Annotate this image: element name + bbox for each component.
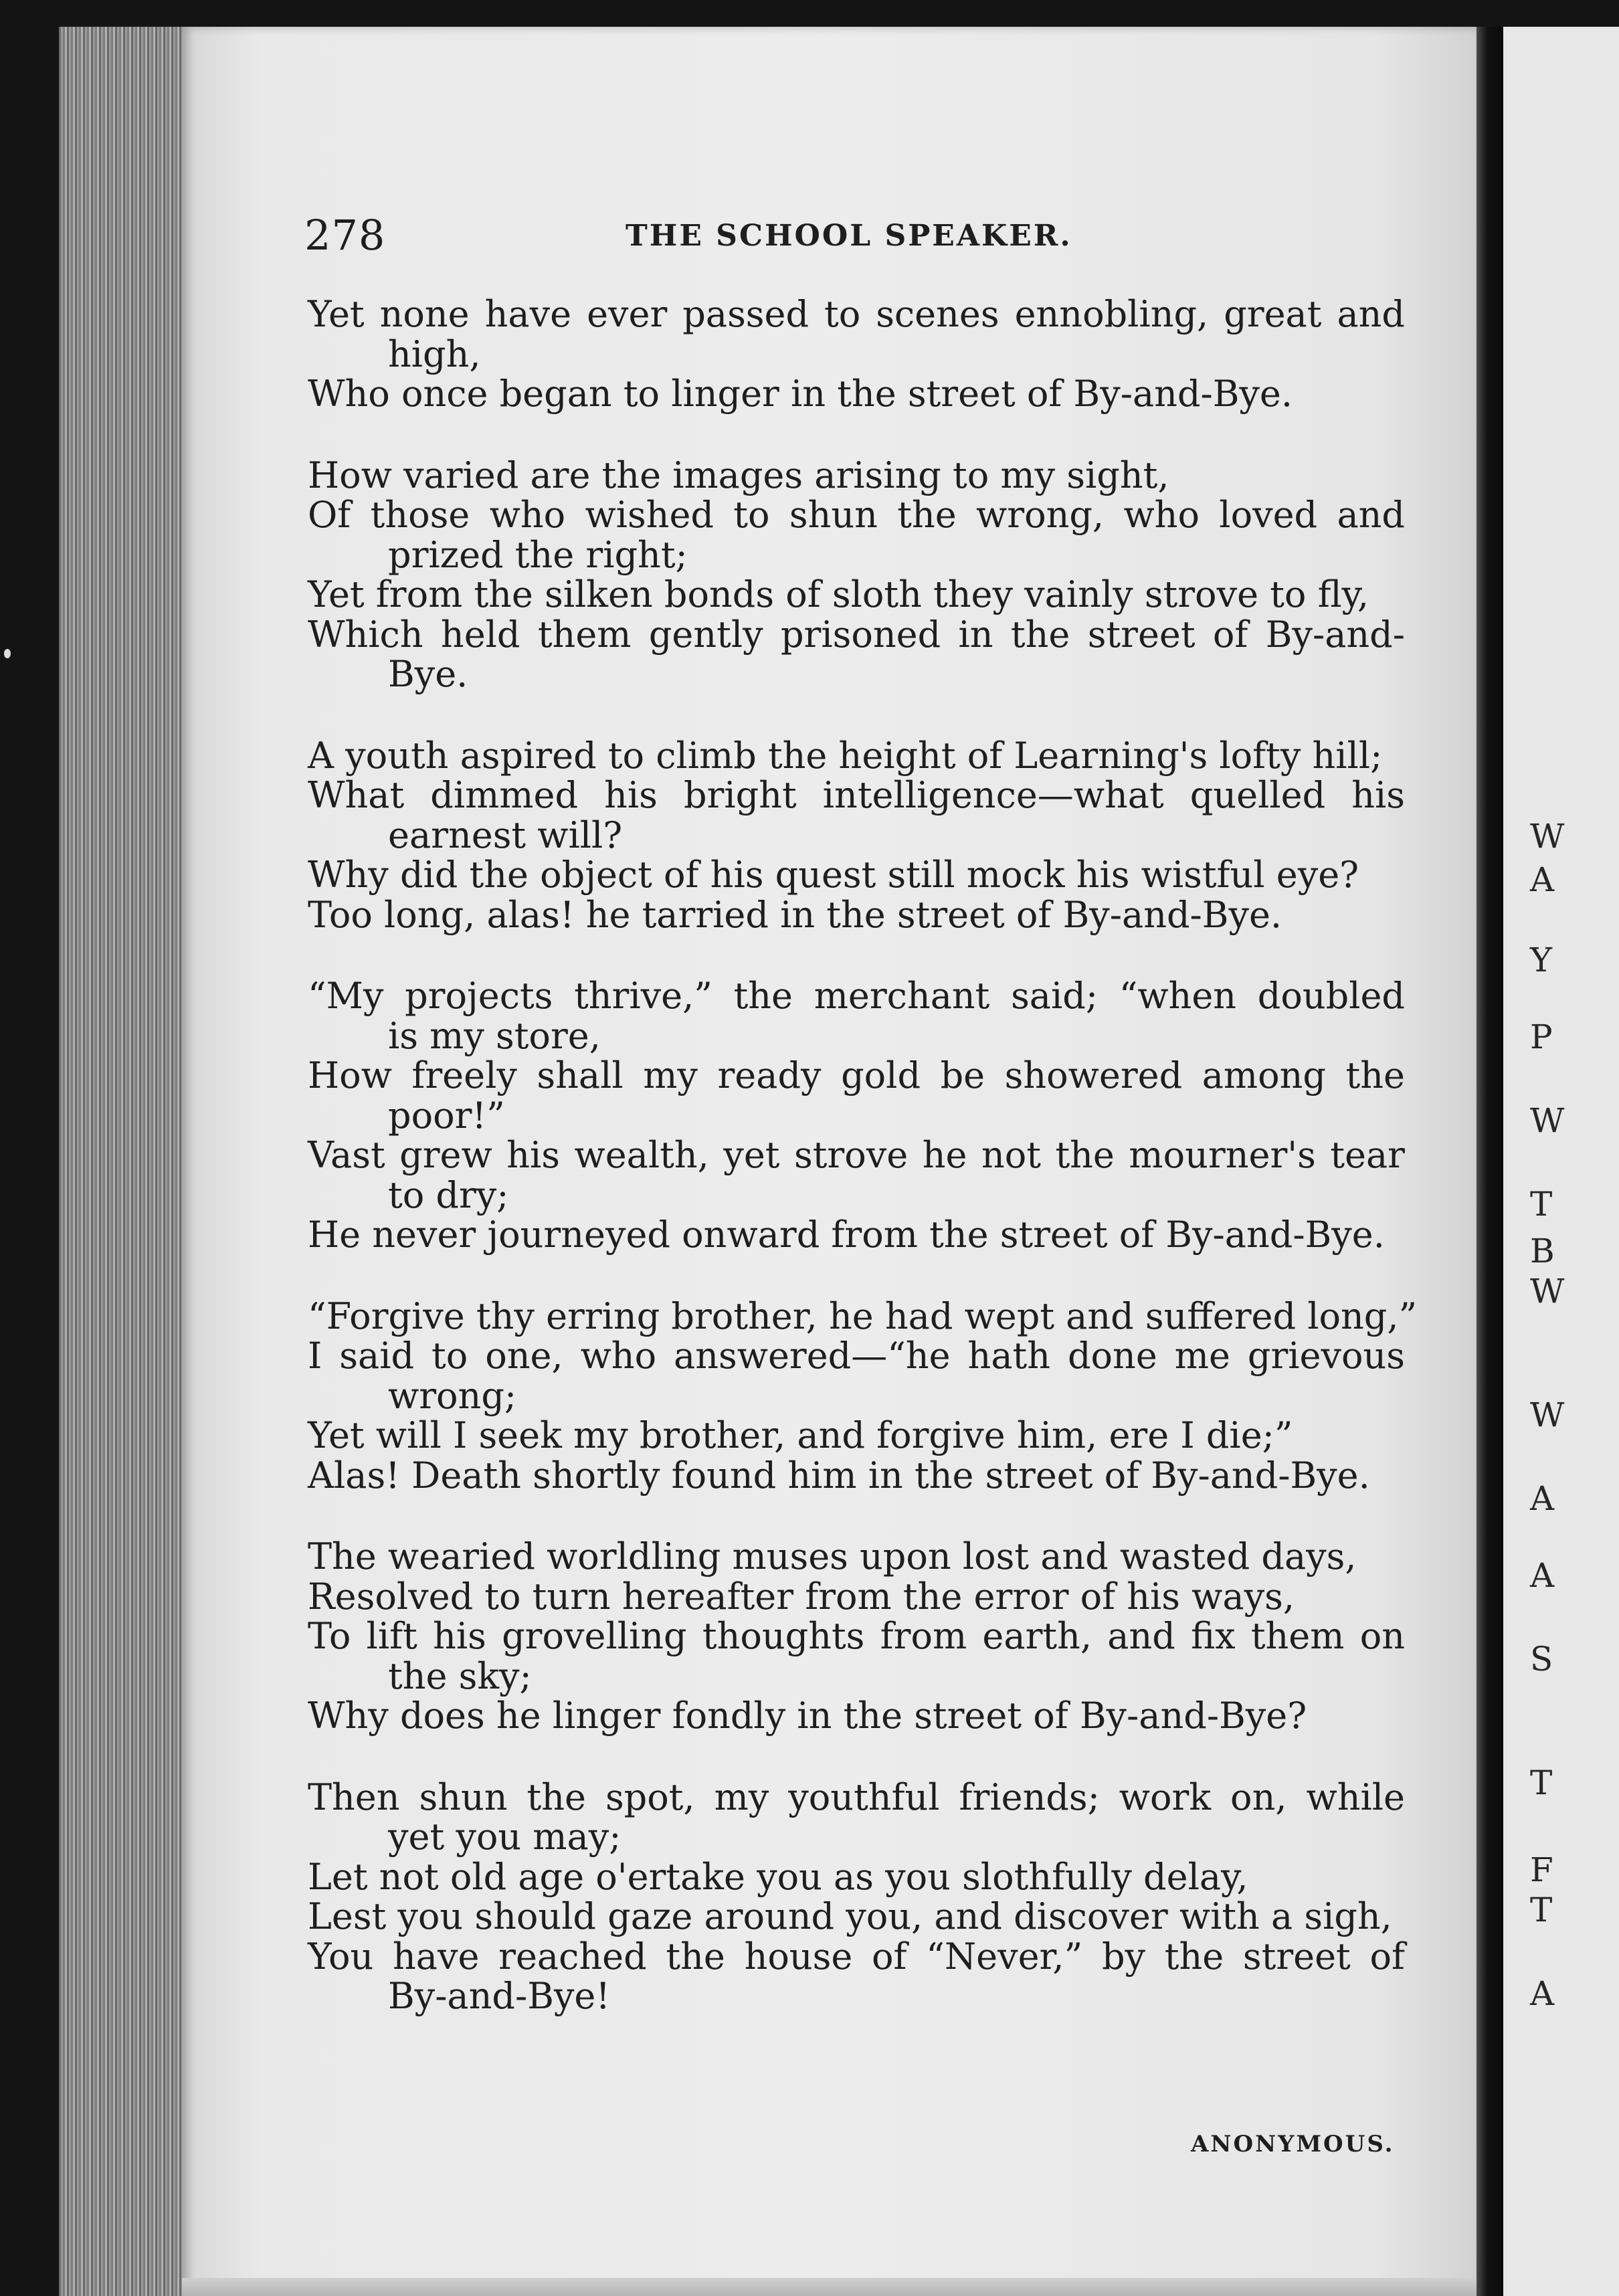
poem-line: “My projects thrive,” the merchant said; “when doubled xyxy=(308,975,1405,1017)
facing-page-letter: A xyxy=(1530,860,1555,899)
poem-line: The wearied worldling muses upon lost and wasted days, xyxy=(308,1535,1357,1577)
facing-page-letter: B xyxy=(1530,1232,1555,1270)
attribution: ANONYMOUS. xyxy=(1191,2131,1395,2158)
poem-line-continuation: high, xyxy=(388,332,481,375)
facing-page-letter: W xyxy=(1530,817,1565,856)
poem-line-continuation: to dry; xyxy=(388,1173,509,1216)
stanza xyxy=(308,1537,1405,1736)
poem-line-continuation: yet you may; xyxy=(388,1816,622,1858)
facing-page-letter: A xyxy=(1530,1479,1555,1518)
poem-line: Yet from the silken bonds of sloth they vainly strove to fly, xyxy=(308,573,1369,615)
stanza xyxy=(308,1778,1405,2016)
running-title: THE SCHOOL SPEAKER. xyxy=(626,219,1072,253)
poem-body xyxy=(308,293,1418,2017)
facing-page-letter: P xyxy=(1530,1018,1553,1056)
page-bottom-edge xyxy=(182,2278,1477,2296)
facing-page-letter: S xyxy=(1530,1640,1553,1679)
facing-page-letter: T xyxy=(1530,1185,1553,1224)
poem-line: Which held them gently prisoned in the street of By-and- xyxy=(308,613,1405,656)
poem-line: Of those who wished to shun the wrong, who loved and xyxy=(308,494,1405,536)
poem-line-continuation: is my store, xyxy=(388,1014,601,1057)
poem-line-continuation: Bye. xyxy=(388,653,468,695)
facing-page-fragment xyxy=(1503,27,1619,2296)
poem-line: A youth aspired to climb the height of Learning's lofty hill; xyxy=(308,734,1383,777)
poem-line: You have reached the house of “Never,” by the street of xyxy=(308,1935,1405,1978)
poem-line: He never journeyed onward from the street of By-and-Bye. xyxy=(308,1214,1385,1256)
facing-page-letter: T xyxy=(1530,1891,1553,1929)
poem-line: Resolved to turn hereafter from the error of his ways, xyxy=(308,1575,1295,1618)
scan-speck xyxy=(4,649,11,658)
poem-line: Alas! Death shortly found him in the street of By-and-Bye. xyxy=(308,1454,1370,1497)
stanza xyxy=(308,294,1405,414)
poem-line: I said to one, who answered—“he hath done me grievous xyxy=(308,1335,1405,1377)
poem-line-continuation: prized the right; xyxy=(388,533,688,576)
poem-line: How freely shall my ready gold be showered among the xyxy=(308,1054,1405,1096)
poem-line: Why did the object of his quest still mock his wistful eye? xyxy=(308,854,1359,896)
facing-page-letter: W xyxy=(1530,1272,1565,1311)
book-gutter xyxy=(1477,27,1503,2296)
poem-line-continuation: the sky; xyxy=(388,1654,532,1697)
stanza xyxy=(308,456,1405,694)
poem-line: What dimmed his bright intelligence—what quelled his xyxy=(308,774,1405,816)
poem-line-continuation: poor!” xyxy=(388,1094,505,1137)
facing-page-letter: W xyxy=(1530,1101,1565,1140)
facing-page-letter: A xyxy=(1530,1556,1555,1595)
facing-page-letter: W xyxy=(1530,1396,1565,1434)
poem-line: Lest you should gaze around you, and discover with a sigh, xyxy=(308,1895,1392,1937)
poem-line: Too long, alas! he tarried in the street of By-and-Bye. xyxy=(308,893,1282,936)
poem-line: Yet none have ever passed to scenes ennobling, great and xyxy=(308,293,1405,335)
poem-line: Who once began to linger in the street of By-and-Bye. xyxy=(308,373,1293,415)
facing-page-letter: Y xyxy=(1530,941,1553,979)
facing-page-letter: F xyxy=(1530,1850,1553,1889)
poem-line: Why does he linger fondly in the street of By-and-Bye? xyxy=(308,1695,1307,1737)
poem-line: To lift his grovelling thoughts from earth, and fix them on xyxy=(308,1615,1405,1657)
poem-line: Vast grew his wealth, yet strove he not the mourner's tear xyxy=(308,1134,1405,1176)
stanza xyxy=(308,1295,1418,1497)
stanza xyxy=(308,976,1405,1255)
poem-line: Yet will I seek my brother, and forgive him, ere I die;” xyxy=(308,1414,1293,1456)
poem-line-continuation: wrong; xyxy=(388,1374,517,1417)
page-number: 278 xyxy=(304,211,386,260)
stanza xyxy=(308,736,1405,935)
facing-page-letter: A xyxy=(1530,1974,1555,2013)
poem-line-continuation: earnest will? xyxy=(388,814,623,856)
poem-line: “Forgive thy erring brother, he had wept and suffered long,” xyxy=(308,1295,1418,1337)
poem-line: Then shun the spot, my youthful friends; work on, while xyxy=(308,1776,1405,1818)
book-page-edges xyxy=(59,27,186,2296)
poem-line: How varied are the images arising to my sight, xyxy=(308,454,1169,496)
facing-page-letter: T xyxy=(1530,1763,1553,1802)
running-head xyxy=(304,211,1388,258)
poem-line-continuation: By-and-Bye! xyxy=(388,1975,611,2017)
poem-line: Let not old age o'ertake you as you slothfully delay, xyxy=(308,1855,1248,1898)
